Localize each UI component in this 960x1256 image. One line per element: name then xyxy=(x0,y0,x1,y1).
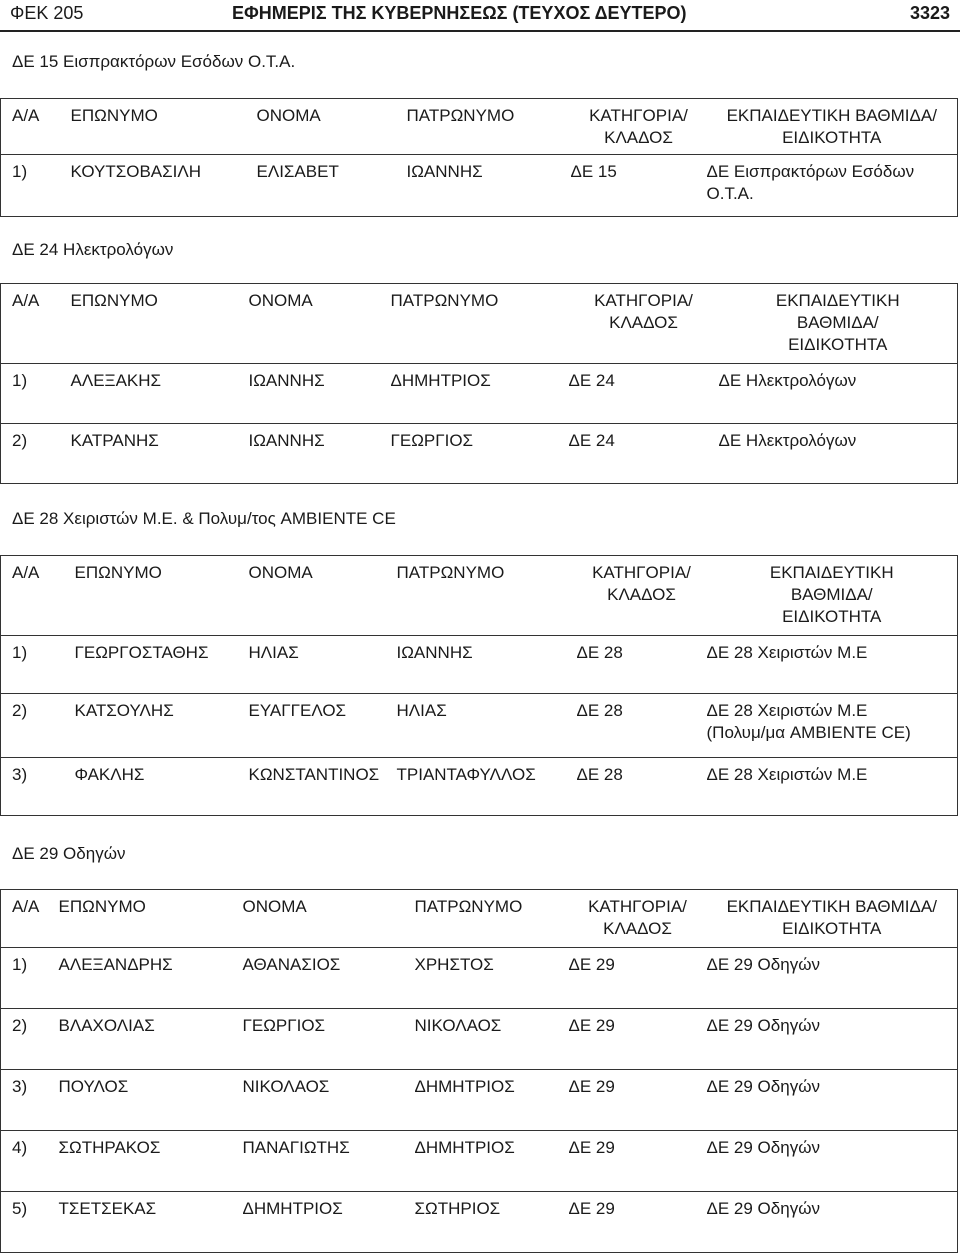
section-title-de24: ΔΕ 24 Ηλεκτρολόγων xyxy=(12,240,174,259)
page-header xyxy=(0,0,960,32)
col-father: ΠΑΤΡΩΝΥΜΟ xyxy=(407,99,571,155)
table-de28 xyxy=(0,555,958,816)
table-row: 1) ΓΕΩΡΓΟΣΤΑΘΗΣ ΗΛΙΑΣ ΙΩΑΝΝΗΣ ΔΕ 28 ΔΕ 28 Χειριστών Μ.Ε xyxy=(1,636,958,694)
col-aa: Α/Α xyxy=(1,99,71,155)
section-title-de15: ΔΕ 15 Εισπρακτόρων Εσόδων Ο.Τ.Α. xyxy=(12,52,296,71)
table-row: 1) ΑΛΕΞΑΝΔΡΗΣ ΑΘΑΝΑΣΙΟΣ ΧΡΗΣΤΟΣ ΔΕ 29 ΔΕ 29 Οδηγών xyxy=(1,948,958,1009)
table-header-row: Α/Α ΕΠΩΝΥΜΟ ΟΝΟΜΑ ΠΑΤΡΩΝΥΜΟ ΚΑΤΗΓΟΡΙΑ/ ΚΛΑΔΟΣ ΕΚΠΑΙΔΕΥΤΙΚΗ ΒΑΘΜΙΔΑ/ ΕΙΔΙΚΟΤΗΤΑ xyxy=(1,556,958,636)
col-name: ΟΝΟΜΑ xyxy=(257,99,407,155)
table-header-row xyxy=(1,99,958,155)
table-de15 xyxy=(0,98,958,217)
table-row: 3) ΦΑΚΛΗΣ ΚΩΝΣΤΑΝΤΙΝΟΣ ΤΡΙΑΝΤΑΦΥΛΛΟΣ ΔΕ 28 ΔΕ 28 Χειριστών Μ.Ε xyxy=(1,758,958,816)
table-de24 xyxy=(0,283,958,484)
table-row: 5) ΤΣΕΤΣΕΚΑΣ ΔΗΜΗΤΡΙΟΣ ΣΩΤΗΡΙΟΣ ΔΕ 29 ΔΕ 29 Οδηγών xyxy=(1,1192,958,1253)
table-row: 2) ΚΑΤΡΑΝΗΣ ΙΩΑΝΝΗΣ ΓΕΩΡΓΙΟΣ ΔΕ 24 ΔΕ Ηλεκτρολόγων xyxy=(1,424,958,484)
gazette-issue: ΦΕΚ 205 xyxy=(10,3,84,23)
table-row: 4) ΣΩΤΗΡΑΚΟΣ ΠΑΝΑΓΙΩΤΗΣ ΔΗΜΗΤΡΙΟΣ ΔΕ 29 ΔΕ 29 Οδηγών xyxy=(1,1131,958,1192)
section-title-de28: ΔΕ 28 Χειριστών Μ.Ε. & Πολυμ/τος AMBIENTE CE xyxy=(12,509,396,528)
table-row: 2) ΚΑΤΣΟΥΛΗΣ ΕΥΑΓΓΕΛΟΣ ΗΛΙΑΣ ΔΕ 28 ΔΕ 28 Χειριστών Μ.Ε (Πολυμ/μα AMBIENTE CE) xyxy=(1,694,958,758)
table-de29 xyxy=(0,889,958,1253)
table-row: 1) ΑΛΕΞΑΚΗΣ ΙΩΑΝΝΗΣ ΔΗΜΗΤΡΙΟΣ ΔΕ 24 ΔΕ Ηλεκτρολόγων xyxy=(1,364,958,424)
table-header-row: Α/Α ΕΠΩΝΥΜΟ ΟΝΟΜΑ ΠΑΤΡΩΝΥΜΟ ΚΑΤΗΓΟΡΙΑ/ ΚΛΑΔΟΣ ΕΚΠΑΙΔΕΥΤΙΚΗ ΒΑΘΜΙΔΑ/ ΕΙΔΙΚΟΤΗΤΑ xyxy=(1,890,958,948)
section-title-de29: ΔΕ 29 Οδηγών xyxy=(12,844,126,863)
col-surname: ΕΠΩΝΥΜΟ xyxy=(71,99,257,155)
col-category: ΚΑΤΗΓΟΡΙΑ/ ΚΛΑΔΟΣ xyxy=(571,99,707,155)
table-row: 1) ΚΟΥΤΣΟΒΑΣΙΛΗ ΕΛΙΣΑΒΕΤ ΙΩΑΝΝΗΣ ΔΕ 15 ΔΕ Εισπρακτόρων Εσόδων Ο.Τ.Α. xyxy=(1,155,958,217)
gazette-title: ΕΦΗΜΕΡΙΣ ΤΗΣ ΚΥΒΕΡΝΗΣΕΩΣ (ΤΕΥΧΟΣ ΔΕΥΤΕΡΟ) xyxy=(232,3,687,23)
col-education: ΕΚΠΑΙΔΕΥΤΙΚΗ ΒΑΘΜΙΔΑ/ ΕΙΔΙΚΟΤΗΤΑ xyxy=(707,99,958,155)
page-number: 3323 xyxy=(909,3,950,23)
table-row: 2) ΒΛΑΧΟΛΙΑΣ ΓΕΩΡΓΙΟΣ ΝΙΚΟΛΑΟΣ ΔΕ 29 ΔΕ 29 Οδηγών xyxy=(1,1009,958,1070)
table-row: 3) ΠΟΥΛΟΣ ΝΙΚΟΛΑΟΣ ΔΗΜΗΤΡΙΟΣ ΔΕ 29 ΔΕ 29 Οδηγών xyxy=(1,1070,958,1131)
table-header-row: Α/Α ΕΠΩΝΥΜΟ ΟΝΟΜΑ ΠΑΤΡΩΝΥΜΟ ΚΑΤΗΓΟΡΙΑ/ ΚΛΑΔΟΣ ΕΚΠΑΙΔΕΥΤΙΚΗ ΒΑΘΜΙΔΑ/ ΕΙΔΙΚΟΤΗΤΑ xyxy=(1,284,958,364)
